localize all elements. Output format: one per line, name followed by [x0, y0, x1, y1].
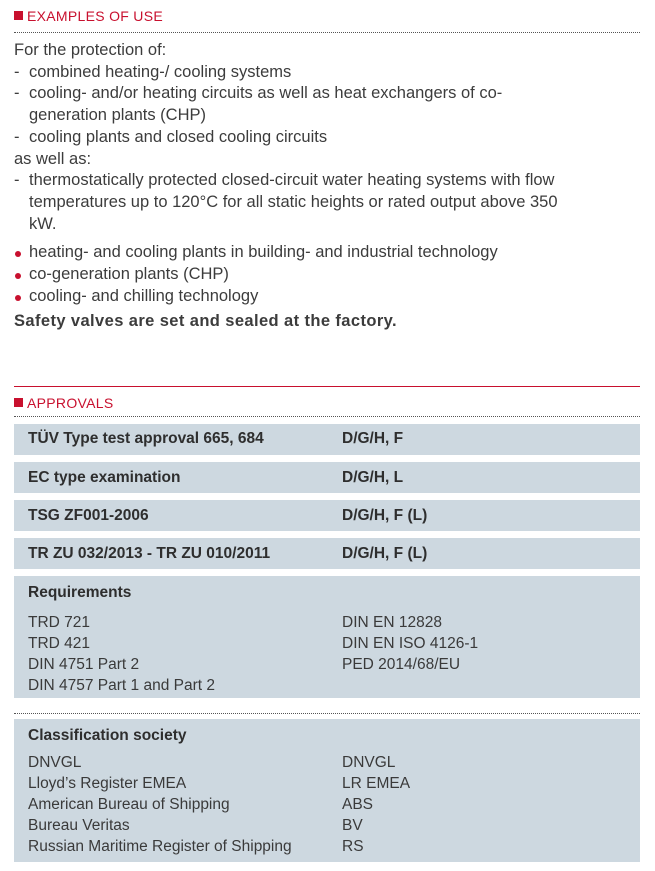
list-item: - cooling plants and closed cooling circuits — [14, 127, 328, 146]
list-item: PED 2014/68/EU — [342, 656, 461, 673]
list-item: DIN 4757 Part 1 and Part 2 — [28, 677, 215, 694]
classification-divider — [14, 713, 640, 714]
list-item: - thermostatically protected closed-circuit water heating systems with flow temperatures up to 120°C for all static heights or rated output above 350 kW. — [14, 171, 558, 233]
list-item: TRD 721 — [28, 614, 91, 631]
approval-row — [14, 538, 640, 569]
requirements-left-list — [28, 612, 215, 696]
requirements-right-list — [342, 612, 478, 675]
examples-body — [14, 40, 640, 333]
red-square-icon — [14, 398, 23, 407]
approval-label: TR ZU 032/2013 - TR ZU 010/2011 — [28, 545, 271, 562]
approval-label: EC type examination — [28, 469, 181, 486]
approval-value: D/G/H, L — [342, 469, 404, 486]
list-item: DNVGL — [28, 754, 82, 771]
list-item: DIN EN 12828 — [342, 614, 442, 631]
approval-value: D/G/H, F (L) — [342, 507, 428, 524]
red-square-icon — [14, 11, 23, 20]
classification-right-list — [342, 752, 410, 857]
list-item: TRD 421 — [28, 635, 91, 652]
list-item: LR EMEA — [342, 775, 411, 792]
list-item: heating- and cooling plants in building- and industrial technology — [14, 242, 640, 264]
approval-row — [14, 462, 640, 493]
approval-label: TSG ZF001-2006 — [28, 507, 149, 524]
requirements-box — [14, 576, 640, 698]
examples-section-header — [14, 3, 640, 25]
approval-value: D/G/H, F — [342, 430, 404, 447]
list-item: ABS — [342, 796, 374, 813]
list-item: Lloyd’s Register EMEA — [28, 775, 187, 792]
list-item: co-generation plants (CHP) — [14, 264, 640, 286]
approvals-divider — [14, 416, 640, 417]
list-item: - cooling- and/or heating circuits as well as heat exchangers of co- generation plants (CHP) — [14, 84, 503, 125]
classification-heading: Classification society — [28, 727, 187, 744]
list-item: DIN 4751 Part 2 — [28, 656, 140, 673]
examples-as-well-as: as well as: — [14, 149, 92, 168]
approvals-section-header — [14, 390, 640, 412]
bullet-icon — [15, 273, 21, 279]
list-item: cooling- and chilling technology — [14, 286, 640, 308]
bullet-icon — [15, 295, 21, 301]
list-item: RS — [342, 838, 364, 855]
factory-note: Safety valves are set and sealed at the factory. — [14, 312, 397, 331]
approval-value: D/G/H, F (L) — [342, 545, 428, 562]
classification-left-list — [28, 752, 292, 857]
bullet-icon — [15, 251, 21, 257]
approval-label: TÜV Type test approval 665, 684 — [28, 430, 264, 447]
list-item: American Bureau of Shipping — [28, 796, 230, 813]
approvals-top-rule — [14, 386, 640, 387]
list-item: BV — [342, 817, 363, 834]
list-item: - combined heating-/ cooling systems — [14, 62, 292, 81]
approvals-title: APPROVALS — [27, 395, 114, 411]
list-item: DIN EN ISO 4126-1 — [342, 635, 479, 652]
list-item: Russian Maritime Register of Shipping — [28, 838, 292, 855]
examples-title: EXAMPLES OF USE — [27, 8, 163, 24]
examples-divider — [14, 32, 640, 33]
approval-row — [14, 424, 640, 455]
approval-row — [14, 500, 640, 531]
list-item: DNVGL — [342, 754, 396, 771]
classification-box — [14, 719, 640, 862]
list-item: Bureau Veritas — [28, 817, 130, 834]
examples-intro: For the protection of: — [14, 41, 167, 59]
requirements-heading: Requirements — [28, 584, 132, 601]
